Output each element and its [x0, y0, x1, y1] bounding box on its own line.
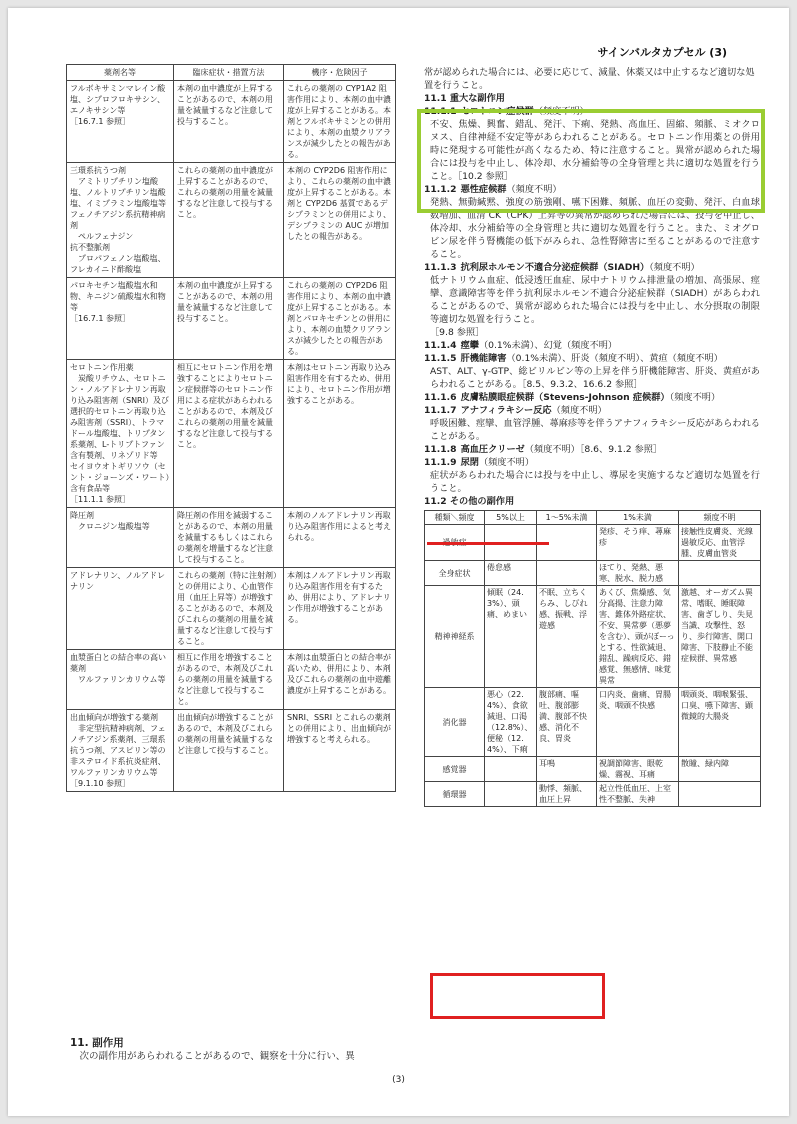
- table-row: [67, 710, 396, 792]
- section-heading-11-2: 11.2 その他の副作用: [424, 496, 515, 507]
- table-cell: 視調節障害、眼乾燥、霧視、耳痛: [597, 757, 679, 782]
- table-row: [67, 360, 396, 508]
- subsection-num: 11.1.3: [424, 262, 457, 273]
- subsection-name: セロトニン症候群: [460, 106, 534, 117]
- table-cell: これらの薬剤の CYP1A2 阻害作用により、本剤の血中濃度が上昇することがある。本剤とフルボキサミンとの併用により、本剤の血漿クリアランスが減少したとの報告がある。: [284, 81, 396, 163]
- table-cell: [679, 782, 761, 807]
- table-cell: 出血傾向が増強する薬剤 非定型抗精神病剤、フェノチアジン系薬剤、三環系抗うつ剤、アスピリン等の非ステロイド系抗炎症剤、ワルファリンカリウム等 ［9.1.10 参照］: [67, 710, 174, 792]
- subsection-freq: （0.1%未満）、肝炎（頻度不明）、黄疸（頻度不明）: [506, 353, 723, 364]
- subsection-freq: （頻度不明）: [478, 457, 535, 468]
- row-category: 全身症状: [425, 561, 485, 586]
- table-cell: パロキセチン塩酸塩水和物、キニジン硫酸塩水和物等 ［16.7.1 参照］: [67, 278, 174, 360]
- subsection-name: 高血圧クリーゼ: [460, 444, 525, 455]
- other-side-effects-table: [424, 510, 761, 807]
- table-cell: セロトニン作用薬 炭酸リチウム、セロトニン・ノルアドレナリン再取り込み阻害剤（SNRI）及び選択的セロトニン再取り込み阻害剤（SSRI）、トラマドール塩酸塩、トリプタン系薬剤、L-トリプトファン含有製剤、リネゾリド等 セイヨウオトギリソウ（セント・ジョーンズ・ワート）含有食品等 ［11.1.1 参照］: [67, 360, 174, 508]
- table-cell: 腹部痛、嘔吐、腹部膨満、腹部不快感、消化不良、胃炎: [537, 688, 597, 757]
- subsection-freq: （0.1%未満）、幻覚（頻度不明）: [478, 340, 618, 351]
- table-cell: 接触性皮膚炎、光線過敏反応、血管浮腫、皮膚血管炎: [679, 525, 761, 561]
- subsection-heading: [424, 443, 760, 456]
- table-row: [67, 568, 396, 650]
- subsection-body: 発熱、無動緘黙、強度の筋強剛、嚥下困難、頻脈、血圧の変動、発汗、白血球数増加、血清 CK（CPK）上昇等の異常が認められた場合には、投与を中止し、体冷却、水分補給等の全身管理と共に適切な処置を行うこと。また、ミオグロビン尿を伴う腎機能の低下がみられ、急性腎障害に至ることがあるので注意すること。: [430, 197, 760, 260]
- table-row: [425, 586, 761, 688]
- table-cell: これらの薬剤の血中濃度が上昇することがあるので、これらの薬剤の用量を減量するなど注意して投与すること。: [174, 163, 284, 278]
- table-cell: 降圧剤の作用を減弱することがあるので、本剤の用量を減量するもしくはこれらの薬剤を増量するなど注意して投与すること。: [174, 508, 284, 568]
- table-row: [425, 561, 761, 586]
- subsection-name: 肝機能障害: [460, 353, 507, 364]
- table-cell: 本剤のノルアドレナリン再取り込み阻害作用によると考えられる。: [284, 508, 396, 568]
- col-header-symptoms: 臨床症状・措置方法: [174, 65, 284, 81]
- table-cell: これらの薬剤の CYP2D6 阻害作用により、本剤の血中濃度が上昇することがある。本剤とパロキセチンとの併用により、本剤の血漿クリアランスが減少したとの報告がある。: [284, 278, 396, 360]
- interaction-table: [66, 64, 396, 792]
- subsection-heading: [424, 404, 760, 417]
- section-heading-11-1: 11.1 重大な副作用: [424, 93, 505, 104]
- table-cell: 本剤は血漿蛋白との結合率が高いため、併用により、本剤及びこれらの薬剤の血中遊離濃度が上昇することがある。: [284, 650, 396, 710]
- table-cell: 出血傾向が増強することがあるので、本剤及びこれらの薬剤の用量を減量するなど注意して投与すること。: [174, 710, 284, 792]
- page-number: (3): [392, 1075, 405, 1085]
- table-cell: 相互に作用を増強することがあるので、本剤及びこれらの薬剤の用量を減量するなど注意して投与すること。: [174, 650, 284, 710]
- table-row: [67, 163, 396, 278]
- intro-text: 常が認められた場合には、必要に応じて、減量、休薬又は中止するなど適切な処置を行うこと。: [424, 67, 755, 91]
- table-cell: [485, 757, 537, 782]
- table-cell: 血漿蛋白との結合率の高い薬剤 ワルファリンカリウム等: [67, 650, 174, 710]
- subsection-body: 不安、焦燥、興奮、錯乱、発汗、下痢、発熱、高血圧、固縮、頻脈、ミオクロヌス、自律神経不安定等があらわれることがある。セロトニン作用薬との併用時に発現する可能性が高くなるため、特に注意すること。異常が認められた場合には投与を中止し、体冷却、水分補給等の全身管理と共に適切な処置を行うこと。［10.2 参照］: [430, 119, 760, 182]
- table-row: [425, 688, 761, 757]
- table-cell: 降圧剤 クロニジン塩酸塩等: [67, 508, 174, 568]
- table-row: [425, 782, 761, 807]
- subsection-heading: [424, 339, 760, 352]
- col-header-lt1pct: 1%未満: [597, 511, 679, 525]
- table-cell: [485, 782, 537, 807]
- subsection-heading: [424, 261, 760, 274]
- subsection-heading: [424, 456, 760, 469]
- row-category: 精神神経系: [425, 586, 485, 688]
- table-cell: 不眠、立ちくらみ、しびれ感、振戦、浮遊感: [537, 586, 597, 688]
- table-cell: 本剤はノルアドレナリン再取り込み阻害作用を有するため、併用により、アドレナリン作用が増強することがある。: [284, 568, 396, 650]
- table-cell: 動悸、頻脈、血圧上昇: [537, 782, 597, 807]
- subsection-freq: （頻度不明）: [506, 184, 562, 195]
- subsection-num: 11.1.4: [424, 340, 457, 351]
- subsection-heading: [424, 391, 760, 404]
- subsection-num: 11.1.9: [424, 457, 457, 468]
- table-row: [67, 81, 396, 163]
- table-cell: 耳鳴: [537, 757, 597, 782]
- table-cell: 本剤はセロトニン再取り込み阻害作用を有するため、併用により、セロトニン作用が増強することがある。: [284, 360, 396, 508]
- subsection-freq: （頻度不明）: [669, 392, 721, 403]
- subsection-freq: （頻度不明）: [533, 106, 589, 117]
- table-cell: [679, 561, 761, 586]
- subsection-freq: （頻度不明）［8.6、9.1.2 参照］: [524, 444, 663, 455]
- col-header-type: 種類＼頻度: [425, 511, 485, 525]
- table-cell: アドレナリン、ノルアドレナリン: [67, 568, 174, 650]
- subsection-body: 呼吸困難、痙攣、血管浮腫、蕁麻疹等を伴うアナフィラキシー反応があらわれることがある。: [430, 418, 760, 442]
- col-header-drug: 薬剤名等: [67, 65, 174, 81]
- section-11-text: 次の副作用があらわれることがあるので、観察を十分に行い、異: [70, 1051, 355, 1062]
- col-header-unknown: 頻度不明: [679, 511, 761, 525]
- subsection-name: 痙攣: [460, 340, 479, 351]
- subsection-body: AST、ALT、γ-GTP、総ビリルビン等の上昇を伴う肝機能障害、肝炎、黄疸があらわれることがある。［8.5、9.3.2、16.6.2 参照］: [430, 366, 760, 390]
- subsection-num: 11.1.8: [424, 444, 457, 455]
- subsection-num: 11.1.5: [424, 353, 457, 364]
- table-cell: これらの薬剤（特に注射剤）との併用により、心血管作用（血圧上昇等）が増強することがあるので、本剤及びこれらの薬剤の用量を減量するなど注意して投与すること。: [174, 568, 284, 650]
- subsection-name: アナフィラキシー反応: [460, 405, 552, 416]
- table-cell: あくび、焦燥感、気分高揚、注意力障害、錐体外路症状、不安、異常夢（悪夢を含む）、頭がぼーっとする、性欲減退、錯乱、躁病反応、錯感覚、無感情、味覚異常: [597, 586, 679, 688]
- subsection-name: 抗利尿ホルモン不適合分泌症候群（SIADH）: [460, 262, 650, 273]
- table-cell: 本剤の血中濃度が上昇することがあるので、本剤の用量を減量するなど注意して投与すること。: [174, 81, 284, 163]
- table-cell: [537, 561, 597, 586]
- subsection-freq: （頻度不明）: [649, 262, 700, 273]
- subsection-body: 症状があらわれた場合には投与を中止し、導尿を実施するなど適切な処置を行うこと。: [430, 470, 760, 494]
- table-cell: 本剤の CYP2D6 阻害作用により、これらの薬剤の血中濃度が上昇することがある。本剤と CYP2D6 基質であるデシプラミンとの併用により、デシプラミンの AUC が増加したとの報告がある。: [284, 163, 396, 278]
- subsection-heading: [424, 352, 760, 365]
- table-row: [67, 650, 396, 710]
- table-cell: 起立性低血圧、上室性不整脈、失神: [597, 782, 679, 807]
- subsection-name: 尿閉: [460, 457, 479, 468]
- table-row: [425, 757, 761, 782]
- table-cell: 咽頭炎、咽喉緊張、口臭、嚥下障害、顕微鏡的大腸炎: [679, 688, 761, 757]
- table-cell: 発疹、そう痒、蕁麻疹: [597, 525, 679, 561]
- table-row: [67, 278, 396, 360]
- table-row: [67, 508, 396, 568]
- table-cell: フルボキサミンマレイン酸塩、シプロフロキサシン、エノキサシン等 ［16.7.1 参照］: [67, 81, 174, 163]
- table-cell: 三環系抗うつ剤 アミトリプチリン塩酸塩、ノルトリプチリン塩酸塩、イミプラミン塩酸塩等 フェノチアジン系抗精神病剤 ペルフェナジン 抗不整脈剤 プロパフェノン塩酸塩、フレカイニド酢酸塩: [67, 163, 174, 278]
- highlight-box-red: [430, 973, 605, 1019]
- section-heading-11: 11. 副作用: [70, 1037, 124, 1049]
- subsection-name: 皮膚粘膜眼症候群（Stevens-Johnson 症候群）: [460, 392, 670, 403]
- subsection-name: 悪性症候群: [460, 184, 507, 195]
- table-cell: 倦怠感: [485, 561, 537, 586]
- page-header-title: サインバルタカプセル (3): [597, 46, 727, 59]
- subsection-num: 11.1.7: [424, 405, 457, 416]
- subsection-num: 11.1.1: [424, 106, 457, 117]
- table-cell: 激越、オーガズム異常、嗜眠、睡眠障害、歯ぎしり、失見当識、攻撃性、怒り、歩行障害、開口障害、下肢静止不能症候群、異常感: [679, 586, 761, 688]
- highlight-underline-red: [427, 542, 549, 545]
- table-cell: 相互にセロトニン作用を増強することによりセロトニン症候群等のセロトニン作用による症状があらわれることがあるので、本剤及びこれらの薬剤の用量を減量するなど注意して投与すること。: [174, 360, 284, 508]
- document-page: [8, 8, 789, 1116]
- row-category: 循環器: [425, 782, 485, 807]
- subsection-freq: （頻度不明）: [551, 405, 607, 416]
- col-header-1to5pct: 1～5%未満: [537, 511, 597, 525]
- table-cell: ほてり、発熱、悪寒、脱水、脱力感: [597, 561, 679, 586]
- col-header-mechanism: 機序・危険因子: [284, 65, 396, 81]
- row-category: 感覚器: [425, 757, 485, 782]
- table-cell: 傾眠（24.3%）、頭痛、めまい: [485, 586, 537, 688]
- table-cell: SNRI、SSRI とこれらの薬剤との併用により、出血傾向が増強すると考えられる。: [284, 710, 396, 792]
- subsection-num: 11.1.2: [424, 184, 457, 195]
- highlight-box-green: [417, 109, 765, 213]
- table-cell: 口内炎、歯痛、胃腸炎、咽頭不快感: [597, 688, 679, 757]
- subsection-body: 低ナトリウム血症、低浸透圧血症、尿中ナトリウム排泄量の増加、高張尿、痙攣、意識障害等を伴う抗利尿ホルモン不適合分泌症候群（SIADH）があらわれることがあるので、異常が認められた場合には投与を中止し、水分摂取の制限等適切な処置を行うこと。 ［9.8 参照］: [430, 275, 760, 338]
- table-cell: 散瞳、緑内障: [679, 757, 761, 782]
- subsection-num: 11.1.6: [424, 392, 457, 403]
- col-header-5pct: 5%以上: [485, 511, 537, 525]
- table-cell: 本剤の血中濃度が上昇することがあるので、本剤の用量を減量するなど注意して投与すること。: [174, 278, 284, 360]
- table-cell: 悪心（22.4%）、食欲減退、口渇（12.8%）、便秘（12.4%）、下痢: [485, 688, 537, 757]
- row-category: 消化器: [425, 688, 485, 757]
- side-effects-intro: [70, 1036, 400, 1064]
